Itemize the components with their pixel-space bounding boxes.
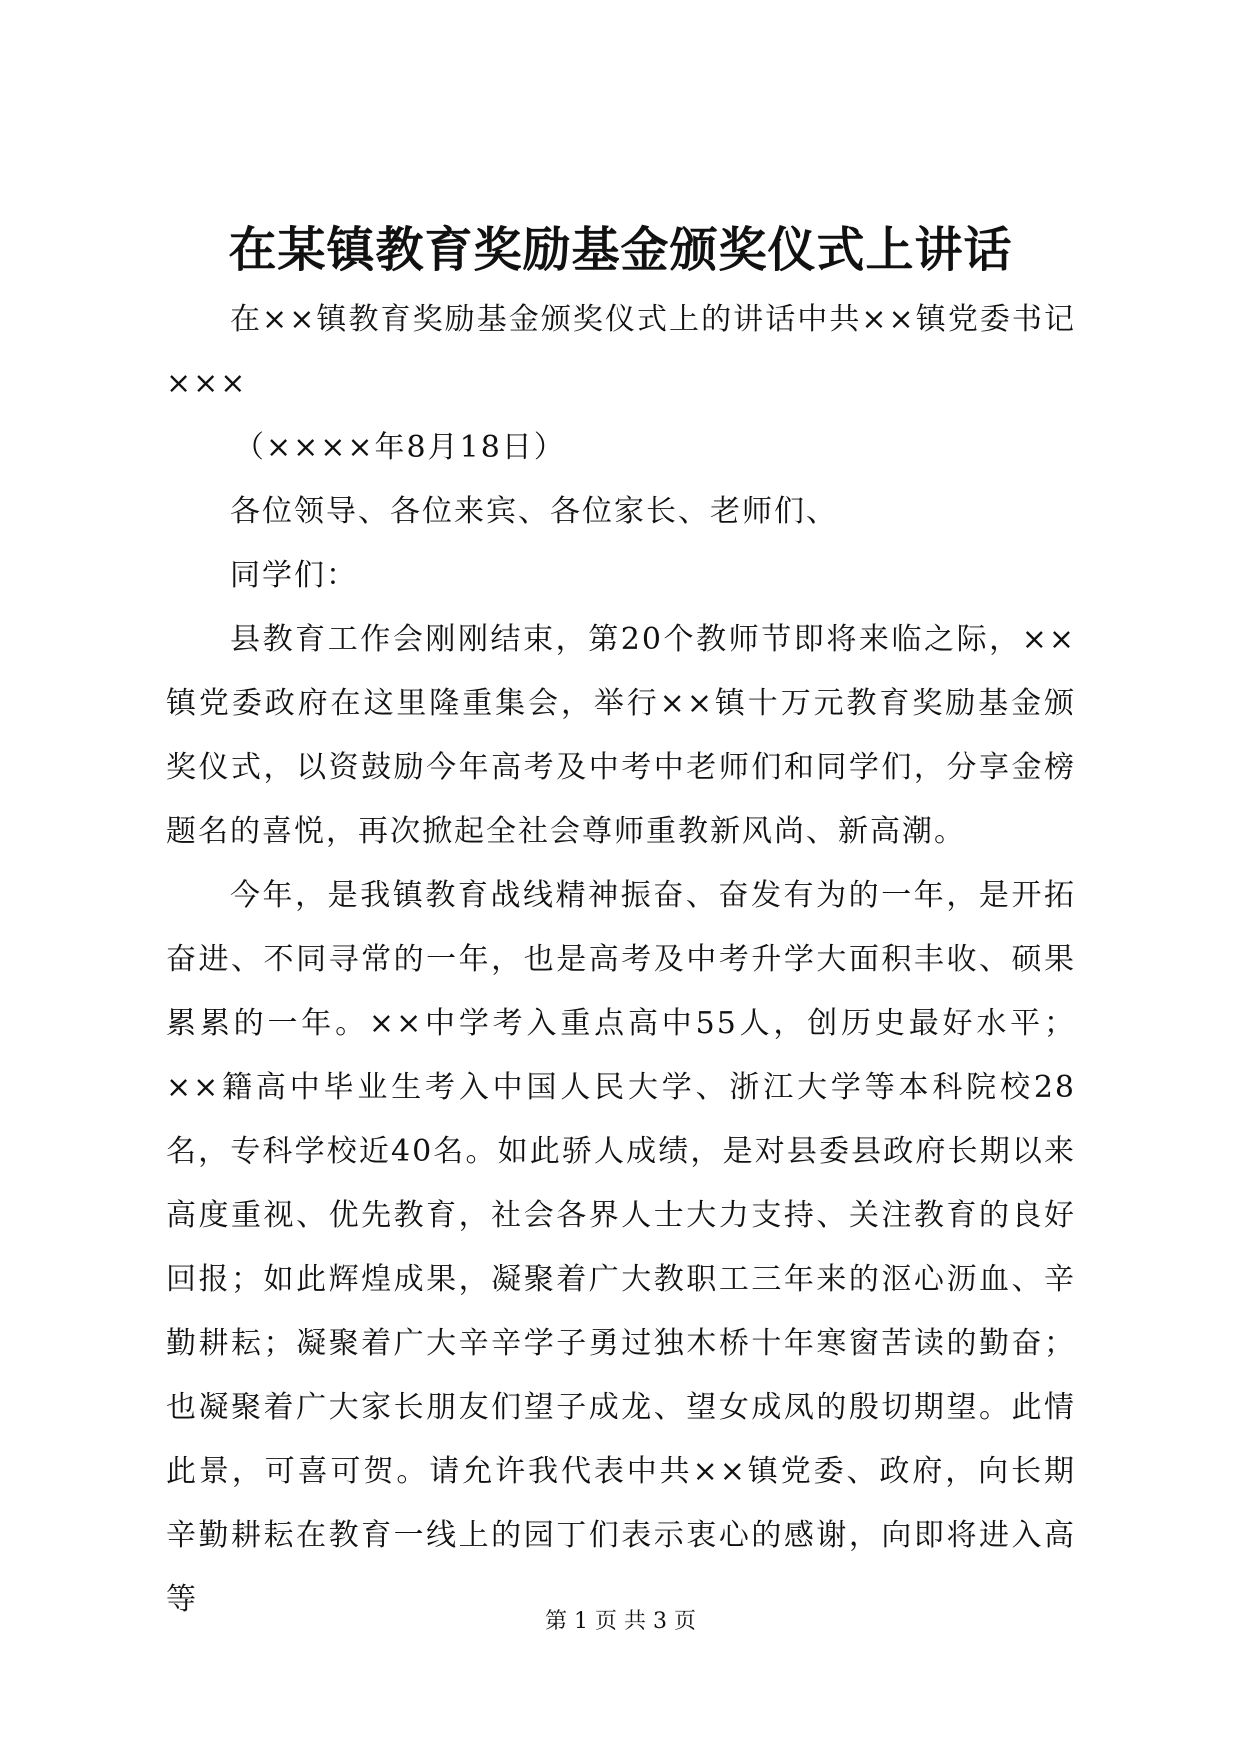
paragraph-date: （××××年8月18日） (234, 430, 566, 465)
paragraph-body: 今年，是我镇教育战线精神振奋、奋发有为的一年，是开拓奋进、不同寻常的一年，也是高考及中考升学大面积丰收、硕果累累的一年。××中学考入重点高中55人，创历史最好水平；××籍高中毕业生考入中国人民大学、浙江大学等本科院校28名，专科学校近40名。如此骄人成绩，是对县委县政府长期以来高度重视、优先教育，社会各界人士大力支持、关注教育的良好回报；如此辉煌成果，凝聚着广大教职工三年来的沤心沥血、辛勤耕耘；凝聚着广大辛辛学子勇过独木桥十年寒窗苦读的勤奋；也凝聚着广大家长朋友们望子成龙、望女成凤的殷切期望。此情此景，可喜可贺。请允许我代表中共××镇党委、政府，向长期辛勤耕耘在教育一线上的园丁们表示衷心的感谢，向即将进入高等 (166, 878, 1076, 1617)
paragraph-salutation: 各位领导、各位来宾、各位家长、老师们、 (230, 494, 838, 529)
paragraph-body: 县教育工作会刚刚结束，第20个教师节即将来临之际，××镇党委政府在这里隆重集会，举行××镇十万元教育奖励基金颁奖仪式，以资鼓励今年高考及中考中老师们和同学们，分享金榜题名的喜悦，再次掀起全社会尊师重教新风尚、新高潮。 (166, 622, 1076, 849)
page-footer: 第 1 页 共 3 页 (545, 1609, 696, 1634)
document-body (166, 288, 1076, 1632)
paragraph-heading-line: 在××镇教育奖励基金颁奖仪式上的讲话中共××镇党委书记××× (166, 302, 1076, 401)
paragraph-salutation-cont: 同学们： (230, 558, 358, 593)
document-title: 在某镇教育奖励基金颁奖仪式上讲话 (228, 222, 1013, 278)
